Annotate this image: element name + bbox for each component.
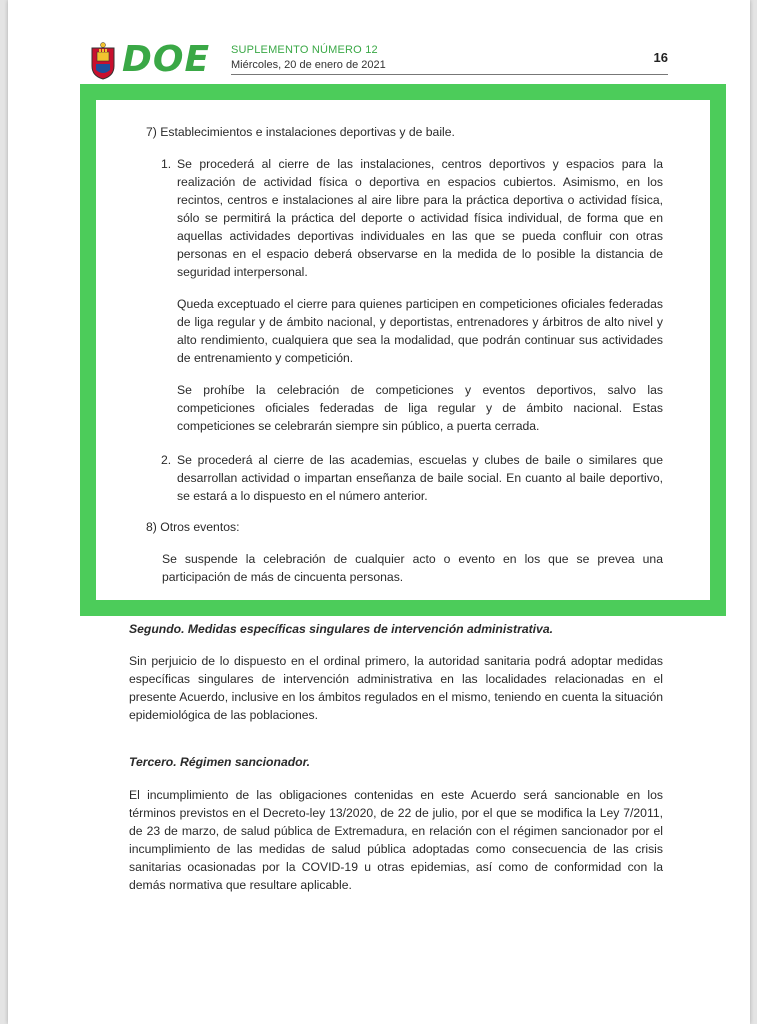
publication-date: Miércoles, 20 de enero de 2021: [231, 59, 386, 71]
suplemento-label: SUPLEMENTO NÚMERO 12: [231, 44, 378, 56]
header-divider: [231, 74, 668, 75]
doe-logo: DOE: [122, 39, 211, 80]
page-number: 16: [653, 50, 668, 65]
section-7-title: 7) Establecimientos e instalaciones deportivas y de baile.: [146, 125, 455, 139]
item-1-number: 1.: [161, 157, 172, 171]
extremadura-crest-icon: [88, 42, 118, 80]
tercero-paragraph: El incumplimiento de las obligaciones contenidas en este Acuerdo será sancionable en los términos previstos en el Decreto-ley 13/2020, de 22 de julio, por el que se modifica la Ley 7/2011, de 23 de marzo, de salud pública de Extremadura, en relación con el régimen sancionador por el incumplimiento de las medidas de salud pública adoptadas como consecuencia de las crisis sanitarias ocasionadas por la COVID-19 u otras epidemias, así como de conformidad con la demás normativa que resultare aplicable.: [129, 788, 663, 892]
tercero-heading: Tercero. Régimen sancionador.: [129, 755, 311, 769]
section-7-item-2: [161, 451, 663, 505]
item-1-paragraph-3: Se prohíbe la celebración de competiciones y eventos deportivos, salvo las competiciones oficiales federadas de liga regular y de ámbito nacional. Estas competiciones se celebrarán siempre sin público, a puerta cerrada.: [177, 383, 663, 433]
segundo-heading: Segundo. Medidas específicas singulares de intervención administrativa.: [129, 622, 553, 636]
section-8-title: 8) Otros eventos:: [146, 520, 240, 534]
segundo-paragraph: Sin perjuicio de lo dispuesto en el ordinal primero, la autoridad sanitaria podrá adoptar medidas específicas singulares de intervención administrativa en las localidades relacionadas en el presente Acuerdo, inclusive en los ámbitos regulados en el mismo, teniendo en cuenta la situación epidemiológica de las poblaciones.: [129, 654, 663, 722]
item-1-paragraph-2: Queda exceptuado el cierre para quienes participen en competiciones oficiales federadas de liga regular y de ámbito nacional, y deportistas, entrenadores y árbitros de alto nivel y alto rendimiento, cualquiera que sea la modalidad, que podrán continuar sus actividades de entrenamiento y competición.: [177, 297, 663, 365]
item-1-paragraph-1: Se procederá al cierre de las instalaciones, centros deportivos y espacios para la realización de actividad física o deportiva en espacios cubiertos. Asimismo, en los recintos, centros e instalaciones al aire libre para la práctica deportiva o actividad física, sólo se permitirá la práctica del deporte o actividad física individual, de forma que en aquellas actividades deportivas individuales en las que se pueda confluir con otras personas en el espacio deberá observarse en la medida de lo posible la distancia de seguridad interpersonal.: [177, 157, 663, 279]
section-7-item-1: [161, 155, 663, 281]
section-8-paragraph: Se suspende la celebración de cualquier acto o evento en los que se prevea una participación de más de cincuenta personas.: [162, 552, 663, 584]
item-2-paragraph-1: Se procederá al cierre de las academias, escuelas y clubes de baile o similares que desarrollan actividad o impartan enseñanza de baile social. En cuanto al baile deportivo, se estará a lo dispuesto en el número anterior.: [177, 453, 663, 503]
item-2-number: 2.: [161, 453, 172, 467]
doe-header: [88, 40, 668, 84]
